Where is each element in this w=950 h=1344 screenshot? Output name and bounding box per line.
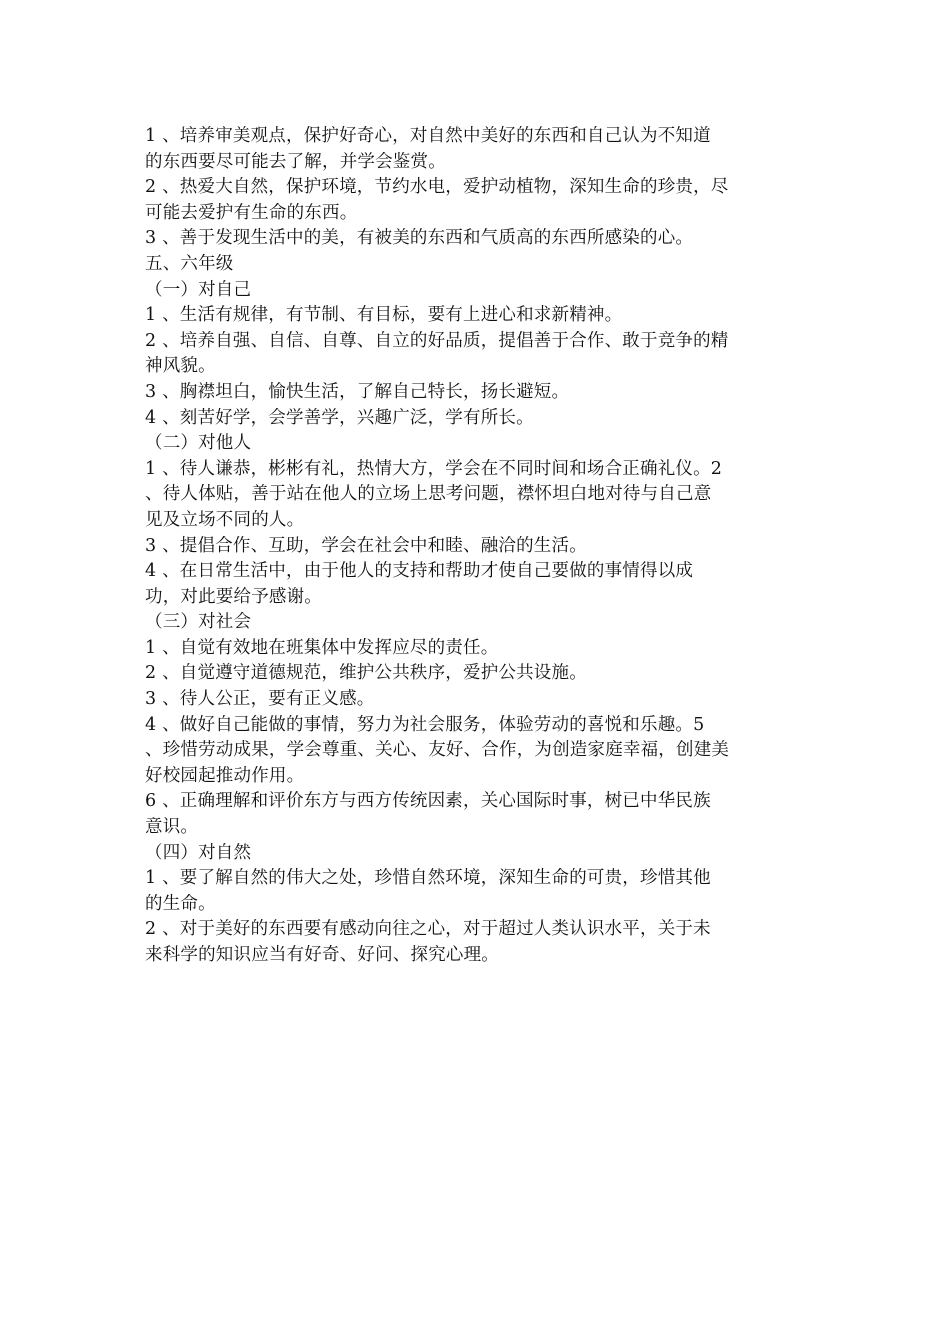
text-line: 的生命。 bbox=[145, 893, 216, 914]
text-line: 来科学的知识应当有好奇、好问、探究心理。 bbox=[145, 945, 499, 965]
section-heading: 五、六年级 bbox=[145, 253, 234, 274]
text-line: 4 、在日常生活中，由于他人的支持和帮助才使自己要做的事情得以成 bbox=[145, 561, 694, 582]
text-line: 、珍惜劳动成果，学会尊重、关心、友好、合作，为创造家庭幸福，创建美 bbox=[145, 740, 730, 761]
text-line: 3 、胸襟坦白，愉快生活，了解自己特长，扬长避短。 bbox=[145, 381, 570, 402]
text-line: 2 、对于美好的东西要有感动向往之心，对于超过人类认识水平，关于未 bbox=[145, 919, 711, 940]
text-line: 意识。 bbox=[145, 817, 199, 838]
text-line: 2 、自觉遵守道德规范，维护公共秩序，爱护公共设施。 bbox=[145, 663, 587, 684]
text-line: 、待人体贴，善于站在他人的立场上思考问题，襟怀坦白地对待与自己意 bbox=[145, 484, 712, 505]
text-line: 可能去爱护有生命的东西。 bbox=[145, 202, 358, 223]
text-line: 的东西要尽可能去了解，并学会鉴赏。 bbox=[145, 151, 446, 172]
text-line: 6 、正确理解和评价东方与西方传统因素，关心国际时事，树已中华民族 bbox=[145, 791, 711, 812]
text-line: 1 、待人谦恭，彬彬有礼，热情大方，学会在不同时间和场合正确礼仪。2 bbox=[145, 458, 723, 479]
text-line: 3 、提倡合作、互助，学会在社会中和睦、融洽的生活。 bbox=[145, 535, 587, 556]
text-line: 1 、生活有规律，有节制、有目标，要有上进心和求新精神。 bbox=[145, 305, 623, 326]
document-body bbox=[145, 124, 815, 969]
text-line: 3 、待人公正，要有正义感。 bbox=[145, 689, 375, 710]
text-line: 4 、刻苦好学，会学善学，兴趣广泛，学有所长。 bbox=[145, 407, 534, 428]
subsection-heading: （四）对自然 bbox=[145, 842, 252, 863]
subsection-heading: （二）对他人 bbox=[145, 433, 252, 454]
text-line: 4 、做好自己能做的事情，努力为社会服务，体验劳动的喜悦和乐趣。5 bbox=[145, 714, 705, 735]
text-line: 1 、自觉有效地在班集体中发挥应尽的责任。 bbox=[145, 637, 499, 658]
text-line: 1 、培养审美观点，保护好奇心，对自然中美好的东西和自己认为不知道 bbox=[145, 126, 711, 146]
text-line: 1 、要了解自然的伟大之处，珍惜自然环境，深知生命的可贵，珍惜其他 bbox=[145, 868, 711, 889]
text-line: 2 、热爱大自然，保护环境，节约水电，爱护动植物，深知生命的珍贵，尽 bbox=[145, 177, 729, 198]
subsection-heading: （三）对社会 bbox=[145, 612, 252, 633]
text-line: 功，对此要给予感谢。 bbox=[145, 586, 322, 607]
text-line: 2 、培养自强、自信、自尊、自立的好品质，提倡善于合作、敢于竞争的精 bbox=[145, 330, 729, 351]
text-line: 3 、善于发现生活中的美，有被美的东西和气质高的东西所感染的心。 bbox=[145, 228, 694, 249]
text-line: 见及立场不同的人。 bbox=[145, 509, 305, 530]
text-line: 神风貌。 bbox=[145, 356, 216, 377]
text-line: 好校园起推动作用。 bbox=[145, 765, 305, 786]
subsection-heading: （一）对自己 bbox=[145, 279, 252, 300]
